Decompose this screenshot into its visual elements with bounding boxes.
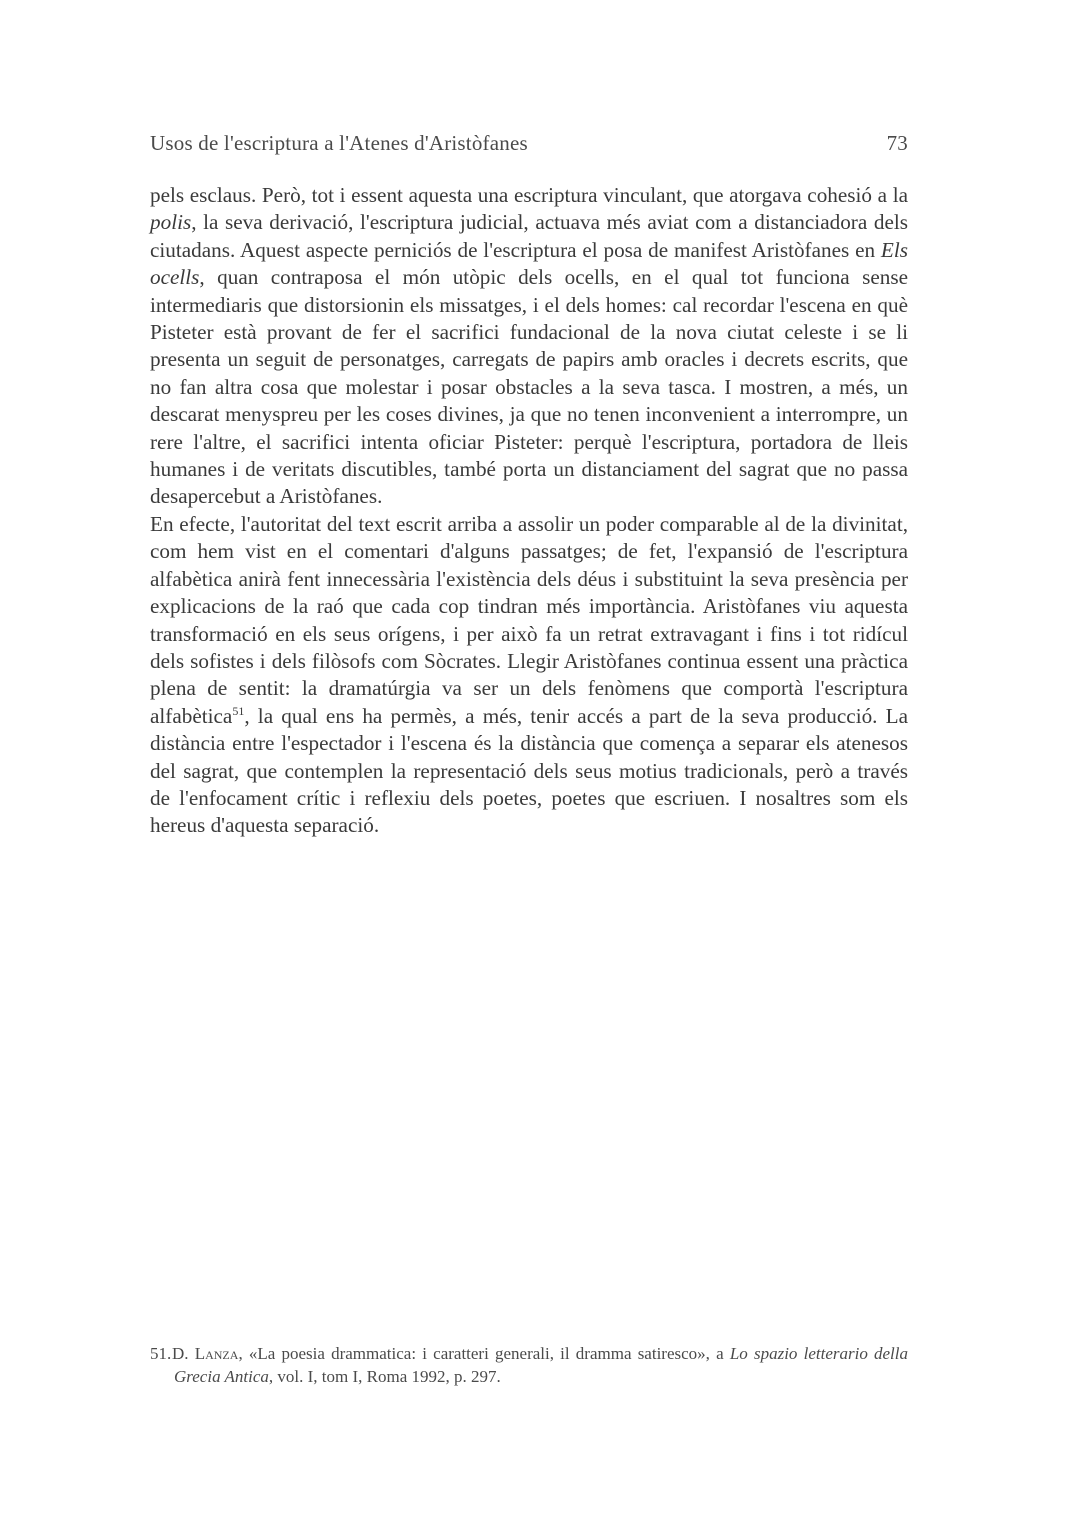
work-title-els-ocells: Els ocells (150, 237, 908, 290)
running-title: Usos de l'escriptura a l'Atenes d'Aristòfanes (150, 131, 528, 155)
paragraph-1-text-a: pels esclaus. Però, tot i essent aquesta una escriptura vinculant, que atorgava cohesió a la (150, 183, 908, 207)
body-text (150, 182, 908, 840)
footnotes (150, 1343, 908, 1388)
running-head (150, 131, 908, 165)
footnote-text-a: , «La poesia drammatica: i caratteri generali, il dramma satiresco», a (238, 1344, 730, 1363)
term-polis: polis (150, 210, 192, 235)
paragraph-2 (150, 511, 908, 840)
footnote-text-b: , vol. I, tom I, Roma 1992, p. 297. (268, 1366, 501, 1386)
paragraph-1-text-b: , la seva derivació, l'escriptura judicial, actuava més aviat com a distanciadora dels ciutadans. Aquest aspecte perniciós de l'escriptura el posa de manifest Aristòfanes en (150, 210, 908, 262)
page-number: 73 (886, 131, 908, 155)
footnote-book-title: Lo spazio letterario della Grecia Antica (174, 1344, 908, 1386)
paragraph-2-text-b: , la qual ens ha permès, a més, tenir accés a part de la seva producció. La distància entre l'espectador i l'escena és la distància que comença a separar els atenesos del sagrat, que contemplen la representació dels seus motius tradicionals, però a través de l'enfocament crític i reflexiu dels poetes, poetes que escriuen. I nosaltres som els hereus d'aquesta separació. (150, 703, 908, 838)
footnote-author-initial: D. (172, 1344, 189, 1363)
paragraph-1-text-c: , quan contraposa el món utòpic dels ocells, en el qual tot funciona sense intermediaris que distorsionin els missatges, i el dels homes: cal recordar l'escena en què Pisteter està provant de fer el sacrifici fundacional de la nova ciutat celeste i se li presenta un seguit de personatges, carregats de papirs amb oracles i decrets escrits, que no fan altra cosa que molestar i posar obstacles a la seva tasca. I mostren, a més, un descarat menyspreu per les coses divines, ja que no tenen inconvenient a interrompre, un rere l'altre, el sacrifici intenta oficiar Pisteter: perquè l'escriptura, portadora de lleis humanes i de veritats discutibles, també porta un distanciament del sagrat que no passa desapercebut a Aristòfanes. (150, 265, 908, 509)
paragraph-2-text-a: En efecte, l'autoritat del text escrit arriba a assolir un poder comparable al de la divinitat, com hem vist en el comentari d'alguns passatges; de fet, l'expansió de l'escriptura alfabètica anirà fent innecessària l'existència dels déus i substituint la seva presència per explicacions de la raó que cada cop tindran més importància. Aristòfanes viu aquesta transformació en els seus orígens, i per això fa un retrat extravagant i fins i tot ridícul dels sofistes i dels filòsofs com Sòcrates. Llegir Aristòfanes continua essent una pràctica plena de sentit: la dramatúrgia va ser un dels fenòmens que comportà l'escriptura alfabètica (150, 511, 908, 728)
footnote-reference[interactable]: 51 (232, 703, 245, 718)
footnote-number: 51. (150, 1344, 172, 1363)
footnote-51 (150, 1343, 908, 1388)
paragraph-1 (150, 182, 908, 511)
footnote-author: Lanza (194, 1344, 239, 1363)
